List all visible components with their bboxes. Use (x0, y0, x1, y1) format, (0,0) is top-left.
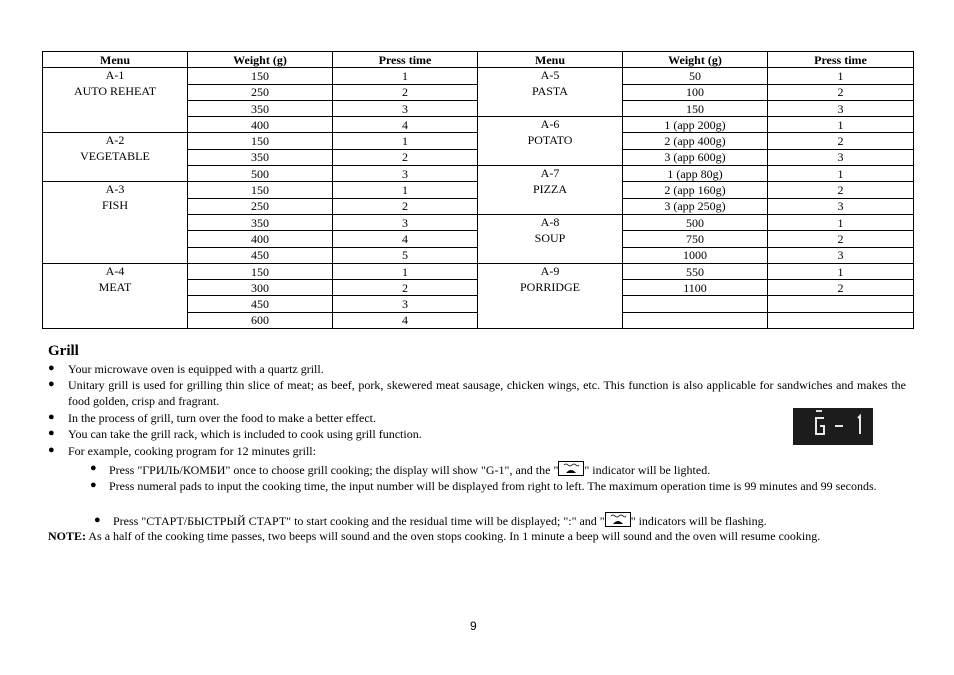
weight-cell: 150 (188, 133, 333, 149)
press-time-cell: 2 (333, 149, 478, 165)
program-code: A-8 (540, 214, 560, 229)
program-code: A-1 (105, 68, 125, 83)
list-item: Your microwave oven is equipped with a quartz grill. (68, 362, 324, 376)
press-time-cell: 2 (768, 84, 914, 100)
weight-cell (623, 296, 768, 312)
program-name: AUTO REHEAT (73, 84, 157, 99)
weight-cell: 350 (188, 214, 333, 230)
press-time-cell: 3 (768, 100, 914, 116)
weight-cell: 450 (188, 296, 333, 312)
g-1-display-icon (793, 408, 873, 445)
grill-heading: Grill (48, 343, 79, 359)
program-code: A-4 (105, 263, 125, 278)
press-time-cell (768, 312, 914, 328)
program-name: PIZZA (533, 182, 567, 197)
weight-cell: 550 (623, 263, 768, 279)
list-item: Unitary grill is used for grilling thin slice of meat; as beef, pork, skewered meat sausage, chicken wings, etc. This function is also applicable for sandwiches and makes the food golden, crisp and fragrant. (68, 378, 906, 408)
weight-cell: 1000 (623, 247, 768, 263)
program-name: POTATO (527, 133, 573, 148)
press-time-cell: 3 (768, 247, 914, 263)
press-time-cell: 2 (333, 280, 478, 296)
press-time-cell: 2 (333, 84, 478, 100)
program-code: A-7 (540, 166, 560, 181)
col-header-weight: Weight (g) (188, 52, 333, 68)
press-time-cell (768, 296, 914, 312)
weight-cell: 450 (188, 247, 333, 263)
weight-cell: 2 (app 160g) (623, 182, 768, 198)
press-time-cell: 4 (333, 231, 478, 247)
menu-program-cell (478, 68, 623, 117)
weight-cell: 400 (188, 231, 333, 247)
note-text: As a half of the cooking time passes, two beeps will sound and the oven stops cooking. In 1 minute a beep will sound and the oven will resume cooking. (88, 529, 821, 543)
weight-cell: 400 (188, 117, 333, 133)
program-name: MEAT (98, 279, 132, 294)
press-time-cell: 1 (333, 182, 478, 198)
page-number: 9 (470, 619, 477, 633)
weight-cell: 100 (623, 84, 768, 100)
list-item: In the process of grill, turn over the food to make a better effect. (68, 411, 376, 425)
weight-cell: 1 (app 80g) (623, 166, 768, 182)
press-time-cell: 3 (333, 166, 478, 182)
program-code: A-6 (540, 117, 560, 132)
grill-note (48, 528, 906, 544)
led-display-image (793, 408, 873, 445)
col-header-menu: Menu (43, 52, 188, 68)
press-time-cell: 1 (768, 214, 914, 230)
press-time-cell: 4 (333, 117, 478, 133)
table-row (43, 263, 914, 279)
program-code: A-2 (105, 133, 125, 148)
list-item: Press numeral pads to input the cooking time, the input number will be displayed from right to left. The maximum operation time is 99 minutes and 99 seconds. (109, 479, 877, 493)
weight-cell: 150 (188, 263, 333, 279)
bullet-icon: ● (90, 462, 97, 474)
weight-cell: 3 (app 600g) (623, 149, 768, 165)
press-time-cell: 2 (768, 231, 914, 247)
menu-program-cell (478, 166, 623, 215)
menu-program-cell (478, 117, 623, 166)
weight-cell: 150 (623, 100, 768, 116)
weight-cell: 3 (app 250g) (623, 198, 768, 214)
weight-cell: 300 (188, 280, 333, 296)
press-time-cell: 1 (768, 117, 914, 133)
menu-program-cell (43, 68, 188, 133)
col-header-press-time: Press time (333, 52, 478, 68)
press-time-cell: 3 (333, 214, 478, 230)
weight-cell: 150 (188, 68, 333, 84)
weight-cell: 250 (188, 198, 333, 214)
weight-cell: 750 (623, 231, 768, 247)
weight-cell (623, 312, 768, 328)
press-time-cell: 3 (768, 198, 914, 214)
program-name: PORRIDGE (519, 279, 580, 294)
list-item: Press "СТАРТ/БЫСТРЫЙ СТАРТ" to start cooking and the residual time will be displayed; ":" and " " indicators will be flashing. (113, 514, 767, 528)
grill-indicator-icon (558, 461, 584, 476)
bullet-icon: ● (48, 411, 55, 423)
press-time-cell: 4 (333, 312, 478, 328)
press-time-cell: 1 (333, 133, 478, 149)
bullet-icon: ● (48, 362, 55, 374)
press-time-cell: 2 (768, 133, 914, 149)
col-header-press-time: Press time (768, 52, 914, 68)
note-label: NOTE: (48, 529, 87, 543)
program-code: A-9 (540, 263, 560, 278)
weight-cell: 350 (188, 149, 333, 165)
press-time-cell: 1 (768, 68, 914, 84)
press-time-cell: 3 (333, 296, 478, 312)
menu-program-cell (43, 263, 188, 328)
weight-cell: 2 (app 400g) (623, 133, 768, 149)
weight-cell: 1100 (623, 280, 768, 296)
list-item: For example, cooking program for 12 minutes grill: (68, 444, 316, 458)
press-time-cell: 2 (768, 182, 914, 198)
menu-program-cell (478, 214, 623, 263)
list-item: You can take the grill rack, which is included to cook using grill function. (68, 427, 422, 441)
weight-cell: 250 (188, 84, 333, 100)
press-time-cell: 1 (768, 166, 914, 182)
list-item: Press "ГРИЛЬ/КОМБИ" once to choose grill cooking; the display will show "G-1", and the " " indicator will be lighted. (109, 463, 711, 477)
program-name: VEGETABLE (80, 149, 150, 164)
grill-indicator-icon (605, 512, 631, 527)
weight-cell: 150 (188, 182, 333, 198)
weight-cell: 500 (188, 166, 333, 182)
press-time-cell: 2 (768, 280, 914, 296)
bullet-icon: ● (48, 444, 55, 456)
bullet-icon: ● (90, 479, 97, 491)
weight-cell: 50 (623, 68, 768, 84)
col-header-menu: Menu (478, 52, 623, 68)
cooking-menu-table (42, 51, 914, 329)
program-name: PASTA (532, 84, 568, 99)
bullet-icon: ● (94, 514, 101, 526)
menu-program-cell (478, 263, 623, 328)
press-time-cell: 1 (333, 263, 478, 279)
weight-cell: 600 (188, 312, 333, 328)
weight-cell: 350 (188, 100, 333, 116)
table-header-row (43, 52, 914, 68)
program-code: A-3 (105, 182, 125, 197)
col-header-weight: Weight (g) (623, 52, 768, 68)
program-name: SOUP (534, 230, 566, 245)
weight-cell: 1 (app 200g) (623, 117, 768, 133)
weight-cell: 500 (623, 214, 768, 230)
press-time-cell: 3 (768, 149, 914, 165)
press-time-cell: 2 (333, 198, 478, 214)
bullet-icon: ● (48, 378, 55, 390)
press-time-cell: 1 (768, 263, 914, 279)
program-code: A-5 (540, 68, 560, 83)
press-time-cell: 1 (333, 68, 478, 84)
table-row (43, 68, 914, 84)
bullet-icon: ● (48, 427, 55, 439)
program-name: FISH (101, 198, 128, 213)
press-time-cell: 5 (333, 247, 478, 263)
menu-program-cell (43, 133, 188, 182)
menu-program-cell (43, 182, 188, 263)
press-time-cell: 3 (333, 100, 478, 116)
